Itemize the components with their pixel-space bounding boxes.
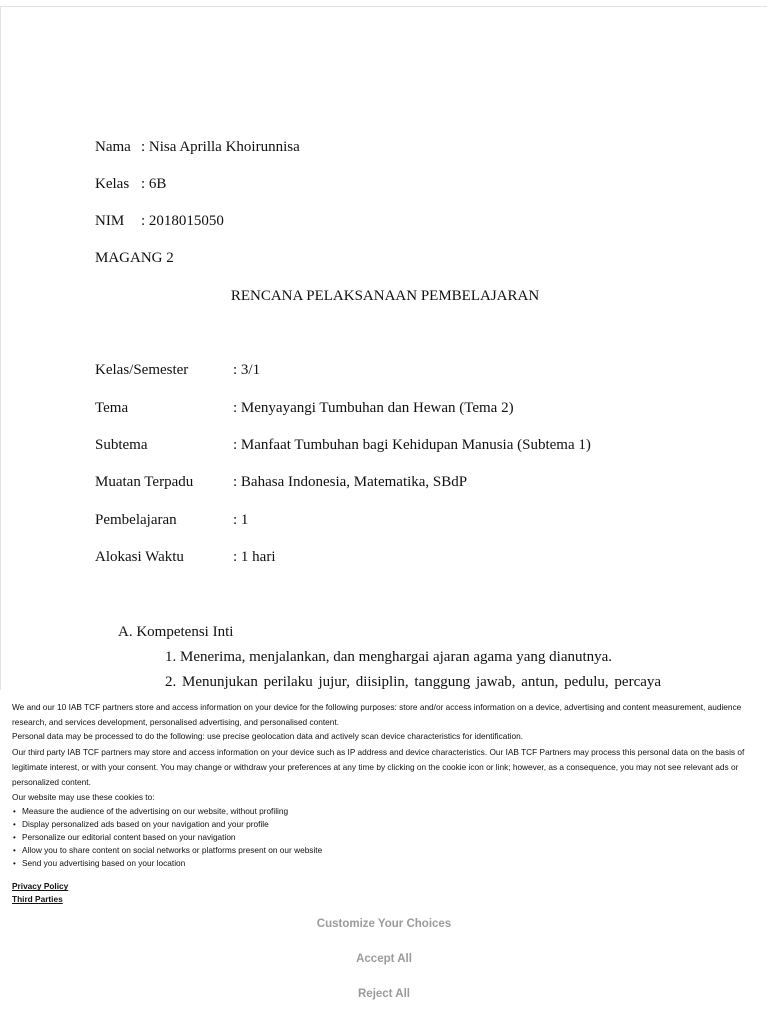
customize-choices-button[interactable]: Customize Your Choices xyxy=(0,918,768,930)
header-value: : Nisa Aprilla Khoirunnisa xyxy=(141,139,300,155)
identity-value: : 1 hari xyxy=(233,549,276,565)
identity-label: Tema xyxy=(95,400,129,416)
identity-label: Subtema xyxy=(95,437,148,453)
identity-value: : 1 xyxy=(233,512,249,528)
identity-label: Kelas/Semester xyxy=(95,362,189,378)
magang-label: MAGANG 2 xyxy=(95,250,174,266)
list-item: 2. Menunjukan perilaku jujur, diisiplin, tanggung jawab, antun, pedulu, percaya xyxy=(165,674,662,690)
consent-purpose-list xyxy=(12,805,756,870)
identity-label: Muatan Terpadu xyxy=(95,474,194,490)
list-item: • Personalize our editorial content based on your navigation xyxy=(22,831,756,844)
consent-paragraph: We and our 10 IAB TCF partners store and access information on your device for the following purposes: store and/or access information on a device, advertising and content measurement, audience research, and services development, personalised advertising, and personalised content. xyxy=(12,702,742,728)
identity-value: : Menyayangi Tumbuhan dan Hewan (Tema 2) xyxy=(233,400,514,416)
section-heading: A. Kompetensi Inti xyxy=(118,624,234,640)
header-label: NIM xyxy=(95,213,125,229)
identity-label: Alokasi Waktu xyxy=(95,549,184,565)
consent-paragraph: Our website may use these cookies to: xyxy=(12,792,155,803)
header-label: Kelas xyxy=(95,176,130,192)
consent-paragraph: Our third party IAB TCF partners may store and access information on your device such as IP address and device characteristics. Our IAB TCF Partners may process this personal data on the basis of legitimate interest, or with your consent. You may change or withdraw your preferences at any time by clicking on the cookie icon or link; however, as a consequence, you may not see relevant ads or personalized content. xyxy=(12,746,745,788)
identity-value: : 3/1 xyxy=(233,362,261,378)
list-item: • Measure the audience of the advertising on our website, without profiling xyxy=(22,805,756,818)
list-item: • Allow you to share content on social networks or platforms present on our website xyxy=(22,844,756,857)
cookie-consent-banner xyxy=(0,690,768,1024)
consent-paragraph: Personal data may be processed to do the following: use precise geolocation data and actively scan device characteristics for identification. xyxy=(12,731,524,742)
document-title: RENCANA PELAKSANAAN PEMBELAJARAN xyxy=(230,288,540,304)
list-item: • Display personalized ads based on your navigation and your profile xyxy=(22,818,756,831)
privacy-policy-link[interactable]: Privacy Policy xyxy=(12,881,69,892)
third-parties-link[interactable]: Third Parties xyxy=(12,894,63,905)
consent-links xyxy=(12,880,756,906)
list-item: • Send you advertising based on your location xyxy=(22,857,756,870)
header-value: : 2018015050 xyxy=(141,213,224,229)
identity-value: : Bahasa Indonesia, Matematika, SBdP xyxy=(233,474,468,490)
reject-all-button[interactable]: Reject All xyxy=(0,988,768,1000)
header-value: : 6B xyxy=(141,176,167,192)
list-item: 1. Menerima, menjalankan, dan menghargai ajaran agama yang dianutnya. xyxy=(165,649,613,665)
identity-label: Pembelajaran xyxy=(95,512,177,528)
identity-value: : Manfaat Tumbuhan bagi Kehidupan Manusia (Subtema 1) xyxy=(233,437,591,453)
header-label: Nama xyxy=(95,139,131,155)
accept-all-button[interactable]: Accept All xyxy=(0,953,768,965)
